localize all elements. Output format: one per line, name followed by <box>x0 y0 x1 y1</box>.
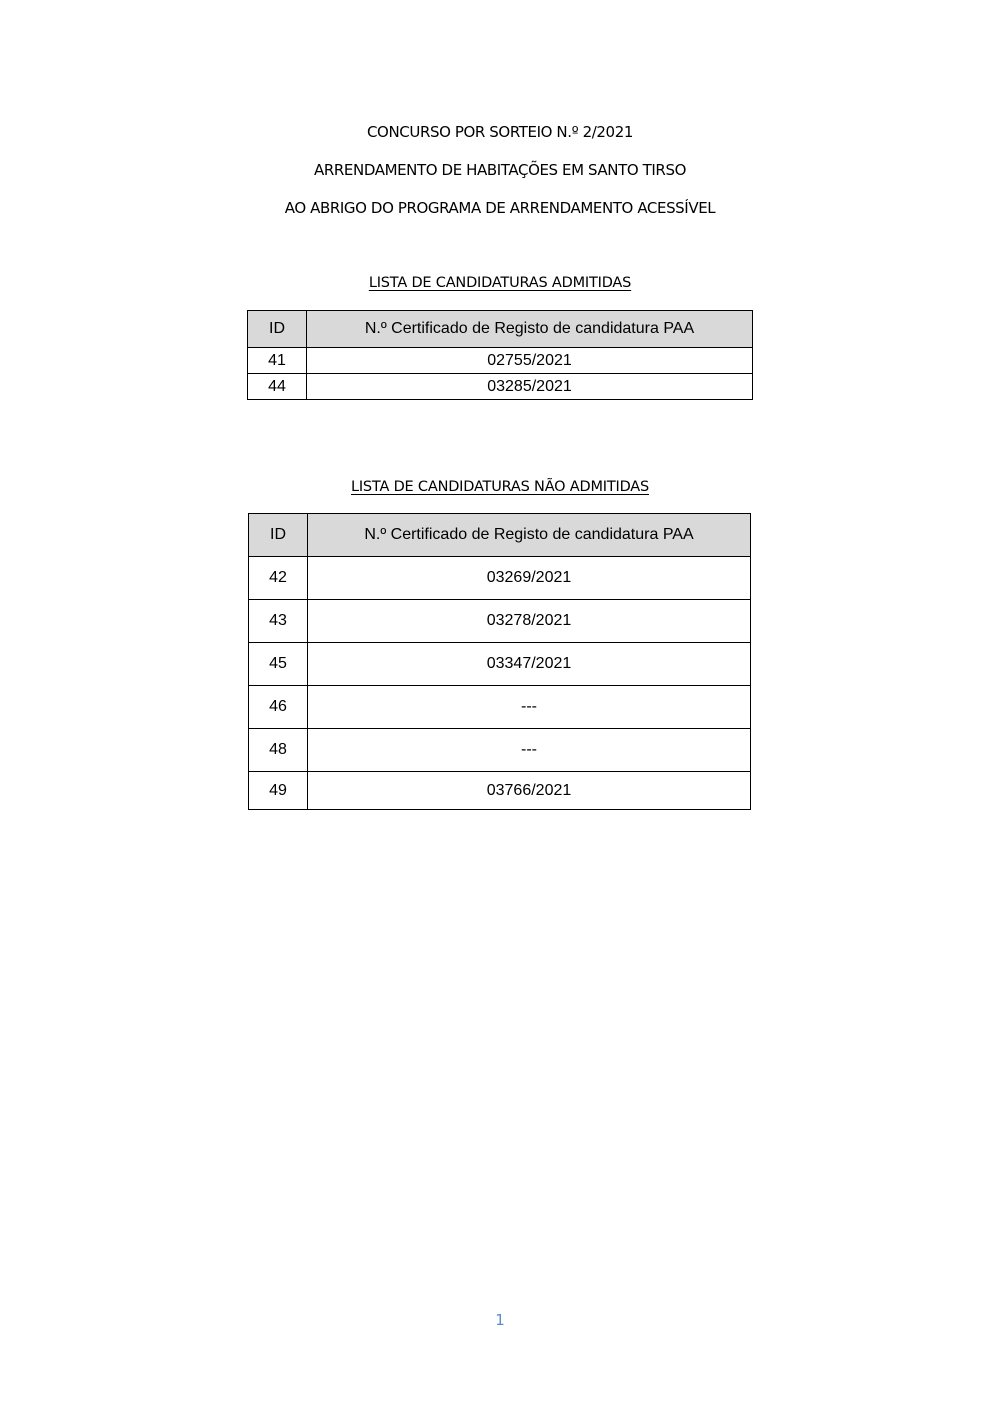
table-row <box>249 686 751 729</box>
certificate-column-header: N.º Certificado de Registo de candidatura PAA <box>308 514 751 557</box>
table-header-row <box>249 514 751 557</box>
row-certificate-cell: 03285/2021 <box>307 374 753 400</box>
row-certificate-cell: --- <box>308 729 751 772</box>
row-id-cell: 41 <box>248 348 307 374</box>
table-header-row <box>248 311 753 348</box>
table-row <box>249 557 751 600</box>
row-certificate-cell: 03278/2021 <box>308 600 751 643</box>
heading-line-1: CONCURSO POR SORTEIO N.º 2/2021 <box>366 123 633 141</box>
id-column-header: ID <box>248 311 307 348</box>
table-row <box>248 374 753 400</box>
row-id-cell: 45 <box>249 643 308 686</box>
row-certificate-cell: --- <box>308 686 751 729</box>
row-id-cell: 43 <box>249 600 308 643</box>
admitted-table <box>247 310 753 400</box>
row-id-cell: 44 <box>248 374 307 400</box>
row-id-cell: 48 <box>249 729 308 772</box>
table-row <box>249 643 751 686</box>
row-id-cell: 49 <box>249 772 308 810</box>
row-certificate-cell: 03269/2021 <box>308 557 751 600</box>
row-id-cell: 42 <box>249 557 308 600</box>
row-id-cell: 46 <box>249 686 308 729</box>
row-certificate-cell: 02755/2021 <box>307 348 753 374</box>
not-admitted-table <box>248 513 751 810</box>
table-row <box>248 348 753 374</box>
admitted-list-title: LISTA DE CANDIDATURAS ADMITIDAS <box>368 275 632 291</box>
row-certificate-cell: 03766/2021 <box>308 772 751 810</box>
table-row <box>249 729 751 772</box>
not-admitted-list-title: LISTA DE CANDIDATURAS NÃO ADMITIDAS <box>350 479 650 495</box>
page-number: 1 <box>495 1311 505 1329</box>
certificate-column-header: N.º Certificado de Registo de candidatura PAA <box>307 311 753 348</box>
id-column-header: ID <box>249 514 308 557</box>
row-certificate-cell: 03347/2021 <box>308 643 751 686</box>
table-row <box>249 600 751 643</box>
table-row <box>249 772 751 810</box>
heading-line-2: ARRENDAMENTO DE HABITAÇÕES EM SANTO TIRSO <box>314 161 686 179</box>
heading-line-3: AO ABRIGO DO PROGRAMA DE ARRENDAMENTO ACESSÍVEL <box>284 199 716 217</box>
